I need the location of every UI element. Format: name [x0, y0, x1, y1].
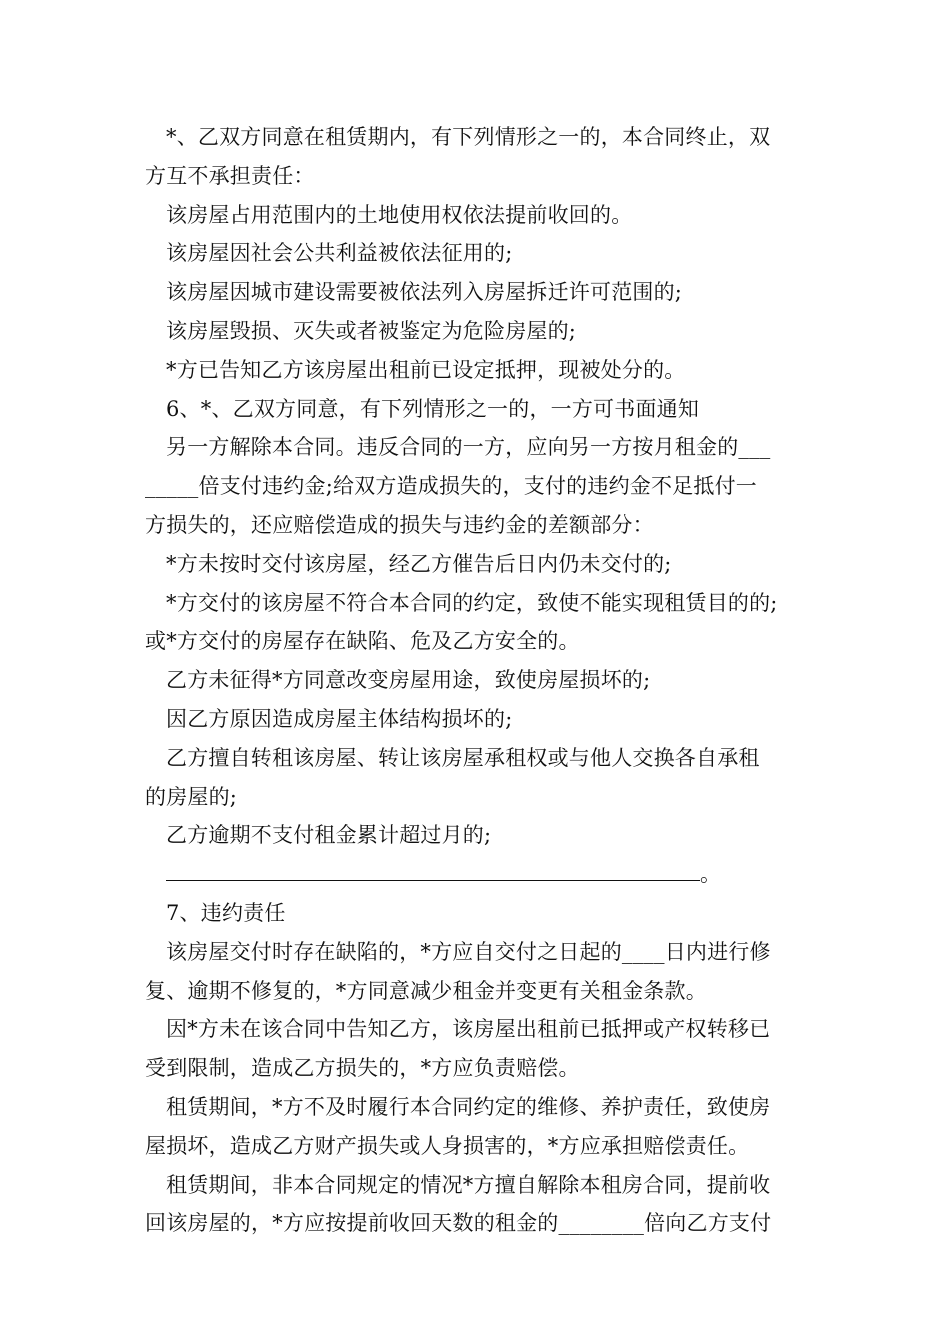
line-text: 租赁期间，非本合同规定的情况*方擅自解除本租房合同，提前收: [166, 1172, 771, 1197]
text-line: [145, 506, 810, 545]
line-text: 屋损坏，造成乙方财产损失或人身损害的，*方应承担赔偿责任。: [145, 1133, 750, 1158]
line-text: _____倍支付违约金;给双方造成损失的，支付的违约金不足抵付一: [145, 474, 757, 499]
text-line: [145, 273, 810, 312]
line-text: *方未按时交付该房屋，经乙方催告后日内仍未交付的;: [166, 551, 672, 576]
text-line: [145, 234, 810, 273]
fill-in-blank-line: [166, 856, 700, 881]
line-text: 复、逾期不修复的，*方同意减少租金并变更有关租金条款。: [145, 978, 707, 1003]
text-line: [145, 1127, 810, 1166]
line-text: *方已告知乙方该房屋出租前已设定抵押，现被处分的。: [166, 357, 686, 382]
text-line: [145, 622, 810, 661]
line-text: 该房屋毁损、灭失或者被鉴定为危险房屋的;: [166, 318, 577, 343]
text-line: [145, 390, 810, 429]
text-line: [145, 157, 810, 196]
line-text: 因*方未在该合同中告知乙方，该房屋出租前已抵押或产权转移已: [166, 1017, 771, 1042]
text-line: [145, 972, 810, 1011]
line-text: 乙方逾期不支付租金累计超过月的;: [166, 823, 492, 848]
line-text: 方损失的，还应赔偿造成的损失与违约金的差额部分：: [145, 512, 654, 537]
line-text: 租赁期间，*方不及时履行本合同约定的维修、养护责任，致使房: [166, 1094, 771, 1119]
line-text: 该房屋因社会公共利益被依法征用的;: [166, 241, 513, 266]
text-line: [145, 894, 810, 933]
line-text: 该房屋占用范围内的土地使用权依法提前收回的。: [166, 202, 633, 227]
line-text: 因乙方原因造成房屋主体结构损坏的;: [166, 706, 513, 731]
text-line: [145, 1049, 810, 1088]
line-text: *方交付的该房屋不符合本合同的约定，致使不能实现租赁目的的;: [166, 590, 778, 615]
text-line: [145, 467, 810, 506]
line-text: 或*方交付的房屋存在缺陷、危及乙方安全的。: [145, 629, 580, 654]
text-line: [145, 428, 810, 467]
line-text: *、乙双方同意在租赁期内，有下列情形之一的，本合同终止，双: [166, 125, 771, 149]
line-text: 乙方未征得*方同意改变房屋用途，致使房屋损坏的;: [166, 668, 651, 693]
line-text: 。: [700, 862, 722, 887]
text-line: [145, 118, 810, 157]
text-line: [145, 933, 810, 972]
text-line: [145, 778, 810, 817]
text-line: [145, 196, 810, 235]
line-text: 受到限制，造成乙方损失的，*方应负责赔偿。: [145, 1056, 580, 1081]
text-line: [145, 700, 810, 739]
line-text: 的房屋的;: [145, 784, 238, 809]
text-line: [145, 661, 810, 700]
text-line: [145, 1088, 810, 1127]
line-text: 另一方解除本合同。违反合同的一方，应向另一方按月租金的___: [166, 435, 771, 460]
text-line: [145, 855, 810, 894]
text-line: [145, 1204, 810, 1243]
line-text: 方互不承担责任：: [145, 163, 315, 188]
text-line: [145, 584, 810, 623]
text-line: [145, 351, 810, 390]
text-line: [145, 816, 810, 855]
text-line: [145, 312, 810, 351]
text-line: [145, 739, 810, 778]
line-text: 该房屋因城市建设需要被依法列入房屋拆迁许可范围的;: [166, 280, 683, 305]
text-line: [145, 1010, 810, 1049]
document-page: [145, 118, 810, 1243]
line-text: 6、*、乙双方同意，有下列情形之一的，一方可书面通知: [166, 396, 700, 421]
text-line: [145, 1166, 810, 1205]
line-text: 该房屋交付时存在缺陷的，*方应自交付之日起的____日内进行修: [166, 939, 771, 964]
line-text: 回该房屋的，*方应按提前收回天数的租金的________倍向乙方支付: [145, 1211, 772, 1236]
line-text: 7、违约责任: [166, 900, 286, 925]
line-text: 乙方擅自转租该房屋、转让该房屋承租权或与他人交换各自承租: [166, 745, 760, 770]
text-line: [145, 545, 810, 584]
